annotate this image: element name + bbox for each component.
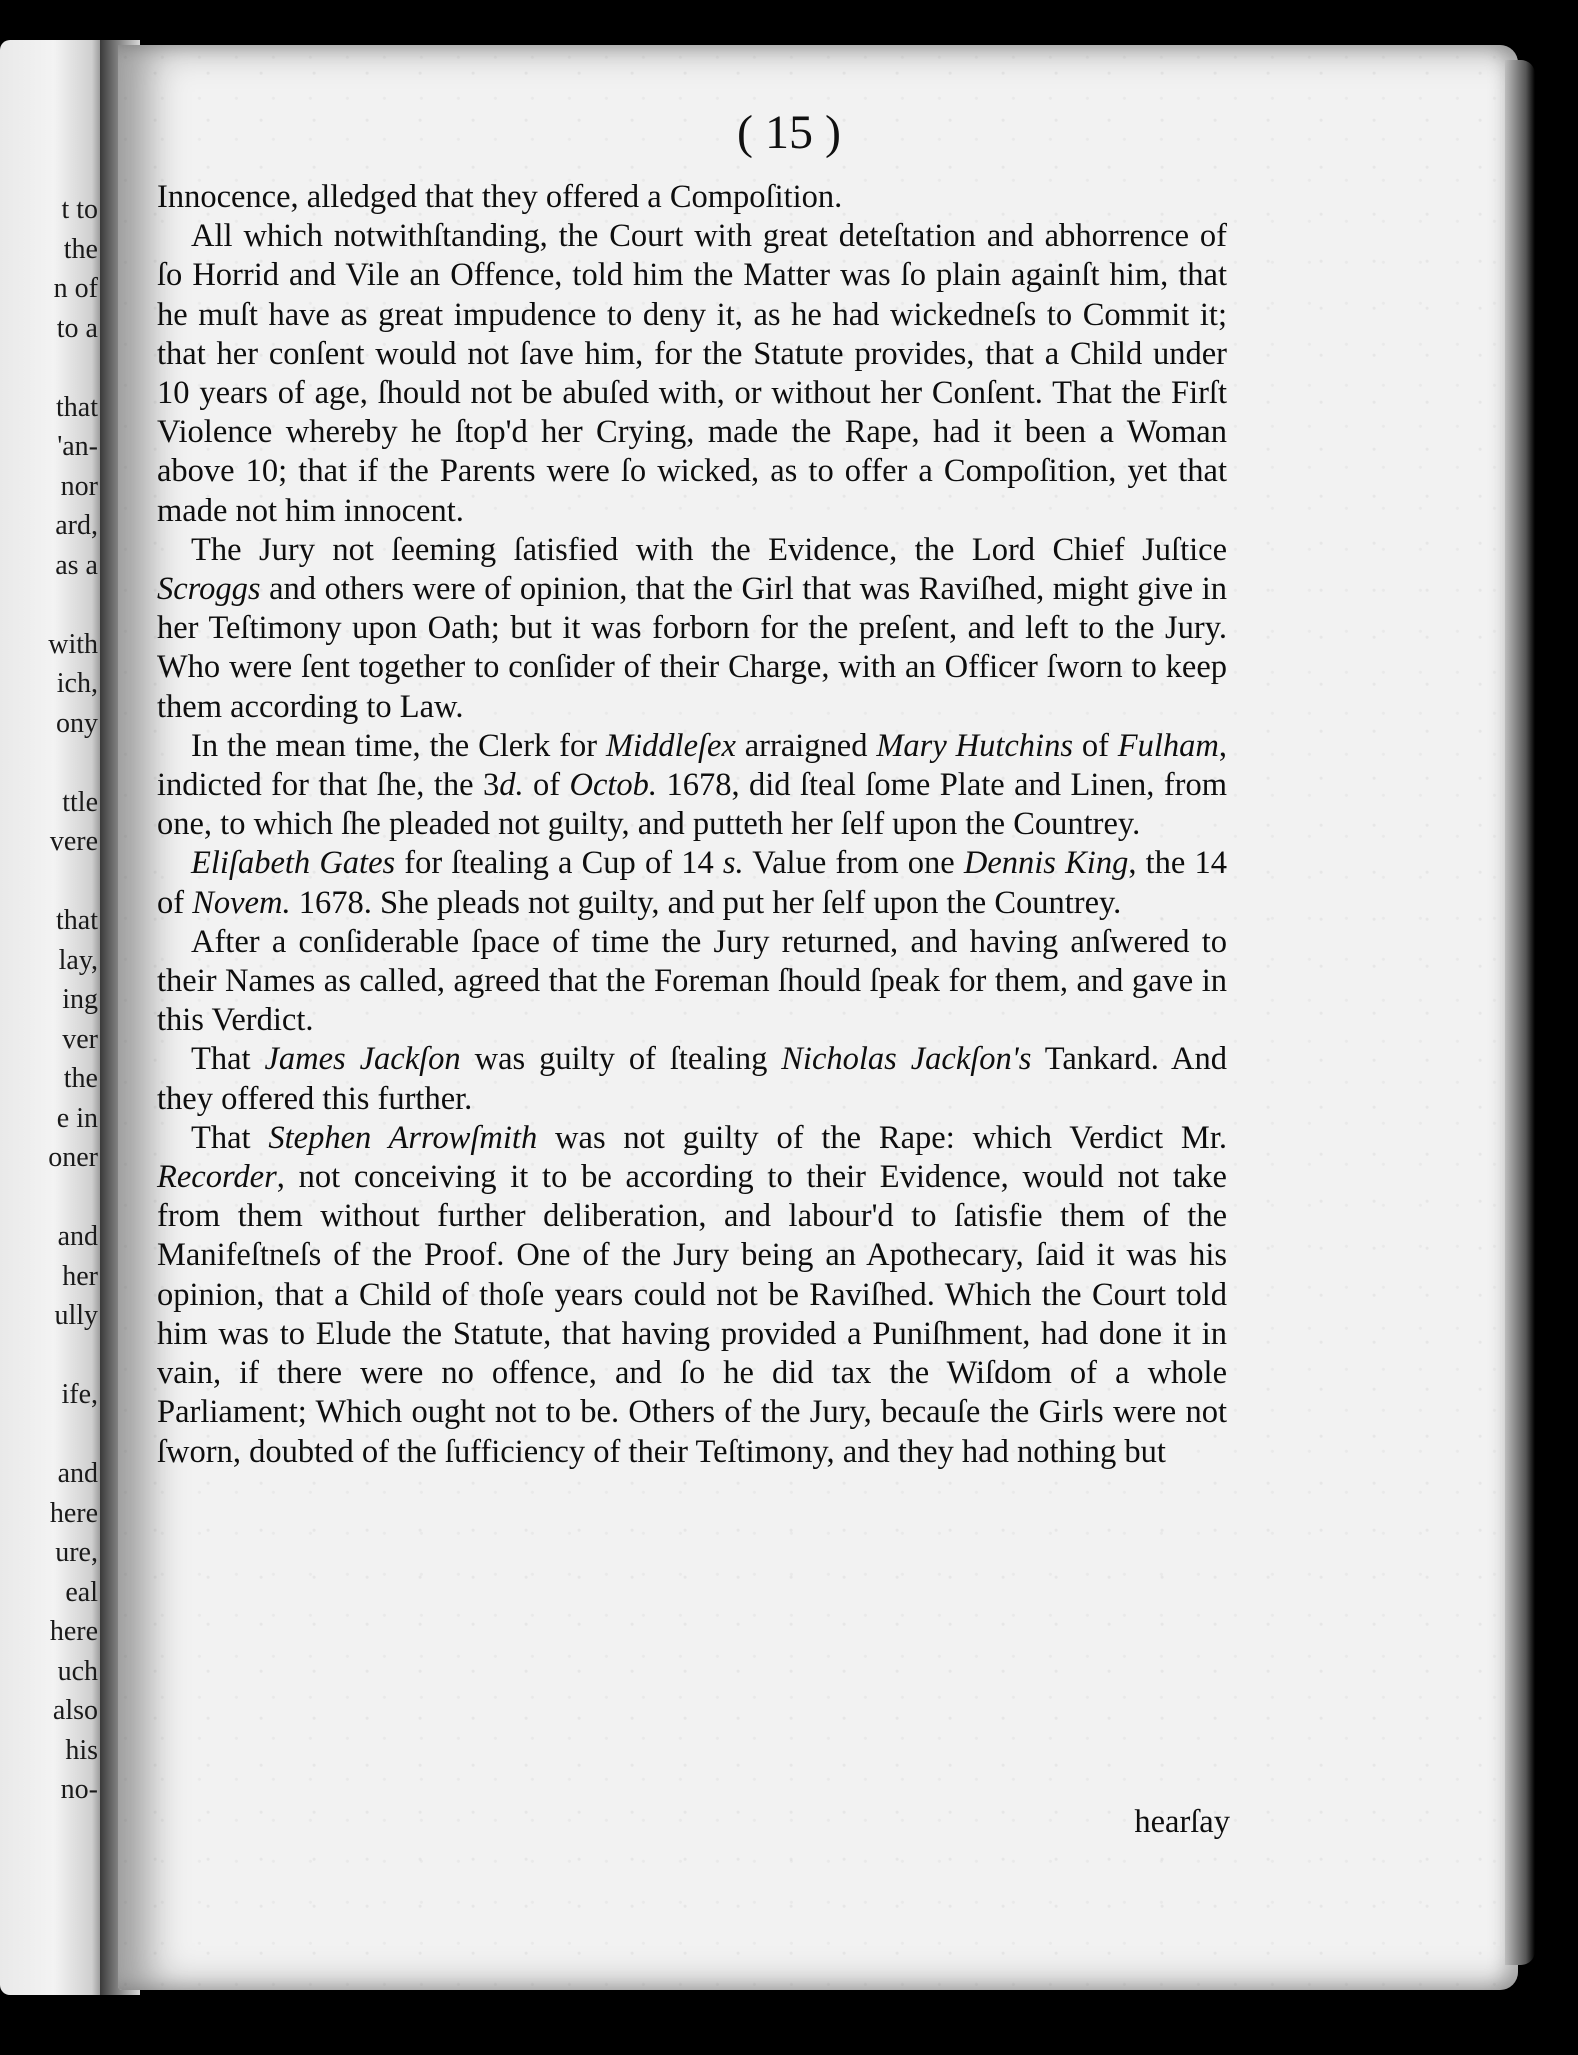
left-page-fragment: vere bbox=[49, 826, 98, 857]
left-page-fragment: ing bbox=[62, 984, 98, 1015]
left-page-fragment: that bbox=[56, 905, 98, 936]
text-run: 1678. She pleads not guilty, and put her ſelf upon the Countrey. bbox=[290, 884, 1122, 921]
italic-term: d. bbox=[499, 767, 524, 804]
left-page-fragment bbox=[0, 1178, 108, 1218]
paragraph-p4 bbox=[157, 727, 1227, 845]
left-page-fragment: ony bbox=[56, 707, 98, 739]
italic-term: Fulham bbox=[1117, 727, 1219, 764]
italic-term: Octob. bbox=[569, 767, 658, 804]
left-page-fragment: and bbox=[57, 1458, 98, 1489]
text-run: and others were of opinion, that the Girl that was Raviſhed, might give in her Teſtimony upon Oath; but it was forborn for the preſent, and left to the Jury. Who were ſent together to conſider of their Charge, with an Officer ſworn to keep them according to Law. bbox=[157, 571, 1227, 725]
left-page-fragment: lay, bbox=[58, 944, 98, 976]
text-run: That bbox=[191, 1041, 265, 1078]
left-page-fragment: ife, bbox=[61, 1379, 98, 1410]
left-page-fragment: uch bbox=[57, 1655, 98, 1687]
italic-term: Stephen Arrowſmith bbox=[268, 1119, 538, 1156]
italic-term: Eliſabeth Gates bbox=[191, 845, 396, 882]
left-page-fragment: ich, bbox=[56, 668, 98, 699]
italic-term: Middleſex bbox=[605, 727, 736, 764]
italic-term: James Jackſon bbox=[264, 1041, 461, 1078]
text-run: arraigned bbox=[735, 727, 877, 764]
left-page-fragment: n of bbox=[53, 273, 98, 304]
left-page-fragment: ard, bbox=[55, 510, 98, 541]
text-run: , indicted for that ſhe, the 3 bbox=[157, 727, 1228, 804]
page-number: ( 15 ) bbox=[737, 106, 841, 159]
text-run: In the mean time, the Clerk for bbox=[191, 727, 606, 764]
left-page-fragment bbox=[0, 1415, 108, 1455]
left-page-fragment: 'an- bbox=[57, 431, 98, 462]
text-run: That bbox=[191, 1119, 269, 1156]
left-page-fragment: eal bbox=[65, 1576, 98, 1608]
left-page-fragment bbox=[0, 1336, 108, 1376]
paragraph-p3 bbox=[157, 531, 1227, 727]
text-run: was guilty of ſtealing bbox=[460, 1041, 782, 1078]
left-page-edge bbox=[0, 40, 108, 1995]
left-page-fragment: ure, bbox=[55, 1537, 98, 1568]
left-page-fragment: nor bbox=[60, 470, 98, 502]
italic-term: Dennis King bbox=[963, 845, 1129, 882]
text-run: 1678, did ſteal ſome Plate and Linen, from one, to which ſhe pleaded not guilty, and putteth her ſelf upon the Countrey. bbox=[157, 767, 1228, 843]
italic-term: Scroggs bbox=[157, 571, 261, 608]
left-page-fragment: his bbox=[65, 1734, 98, 1766]
catchword: hearſay bbox=[1134, 1804, 1230, 1840]
left-page-fragment: with bbox=[48, 628, 98, 660]
left-page-fragment: the bbox=[63, 1063, 98, 1094]
text-run: of bbox=[1072, 727, 1118, 764]
left-page-fragment: no- bbox=[60, 1774, 98, 1805]
text-run: , not conceiving it to be according to their Evidence, would not take from them without further deliberation, and labour'd to ſatisfie them of the Manifeſtneſs of the Proof. One of the Jury being an Apothecary, ſaid it was his opinion, that a Child of thoſe years could not be Raviſhed. Which the Court told him was to Elude the Statute, that having provided a Puniſhment, had done it in vain, if there were no offence, and ſo he did tax the Wiſdom of a whole Parliament; Which ought not to be. Others of the Jury, becauſe the Girls were not ſworn, doubted of the ſufficiency of their Teſtimony, and they had nothing but bbox=[157, 1159, 1227, 1470]
left-page-fragment: and bbox=[57, 1221, 98, 1252]
italic-term: s. bbox=[722, 845, 744, 882]
text-run: of bbox=[523, 767, 570, 804]
text-run: The Jury not ſeeming ſatisfied with the Evidence, the Lord Chief Juſtice bbox=[191, 531, 1227, 568]
text-run: for ſtealing a Cup of 14 bbox=[395, 845, 723, 882]
text-run: was not guilty of the Rape: which Verdict Mr. bbox=[537, 1119, 1227, 1156]
paragraph-p7 bbox=[157, 1040, 1227, 1118]
left-page-fragment: to a bbox=[56, 312, 98, 344]
left-page-fragment: also bbox=[52, 1695, 98, 1726]
text-run: Value from one bbox=[743, 845, 964, 882]
italic-term: Novem. bbox=[192, 884, 291, 921]
left-page-fragment: t to bbox=[61, 194, 98, 225]
page-edge-shadow bbox=[1505, 60, 1535, 1965]
left-page-fragment bbox=[0, 585, 108, 625]
paragraph-p2: All which notwithſtanding, the Court with great deteſtation and abhorrence of ſo Horrid and Vile an Offence, told him the Matter was ſo plain againſt him, that he muſt have as great impudence to deny it, as he had wickedneſs to Commit it; that her conſent would not ſave him, for the Statute provides, that a Child under 10 years of age, ſhould not be abuſed with, or without her Conſent. That the Firſt Violence whereby he ſtop'd her Crying, made the Rape, had it been a Woman above 10; that if the Parents were ſo wicked, as to offer a Compoſition, yet that made not him innocent. bbox=[157, 218, 1227, 529]
text-run: , the 14 of bbox=[157, 845, 1227, 921]
left-page-fragment: as a bbox=[55, 549, 98, 581]
left-page-fragment bbox=[0, 348, 108, 388]
left-page-fragment: here bbox=[49, 1616, 98, 1647]
paragraph-p1: Innocence, alledged that they offered a Compoſition. bbox=[157, 179, 843, 215]
left-page-fragment: oner bbox=[48, 1142, 98, 1173]
left-page-fragment: ver bbox=[62, 1023, 98, 1055]
left-page-fragment: ttle bbox=[62, 786, 98, 818]
italic-term: Recorder bbox=[157, 1159, 277, 1196]
paragraph-p5 bbox=[157, 844, 1227, 922]
left-page-fragment bbox=[0, 743, 108, 783]
text-run: Tankard. And they offered this further. bbox=[157, 1041, 1227, 1117]
left-page-text-fragments bbox=[0, 190, 108, 1810]
left-page-fragment: the bbox=[63, 233, 98, 265]
italic-term: Nicholas Jackſon's bbox=[781, 1041, 1032, 1078]
left-page-fragment: ully bbox=[54, 1300, 98, 1331]
left-page-fragment: her bbox=[62, 1260, 98, 1292]
italic-term: Mary Hutchins bbox=[876, 727, 1073, 764]
left-page-fragment: e in bbox=[56, 1102, 98, 1134]
left-page-fragment: here bbox=[49, 1497, 98, 1529]
paragraph-p8 bbox=[157, 1119, 1227, 1472]
paragraph-p6: After a conſiderable ſpace of time the Jury returned, and having anſwered to their Names as called, agreed that the Foreman ſhould ſpeak for them, and gave in this Verdict. bbox=[157, 923, 1227, 1039]
left-page-fragment: that bbox=[56, 391, 98, 423]
left-page-fragment bbox=[0, 862, 108, 902]
body-text bbox=[157, 178, 1227, 1472]
